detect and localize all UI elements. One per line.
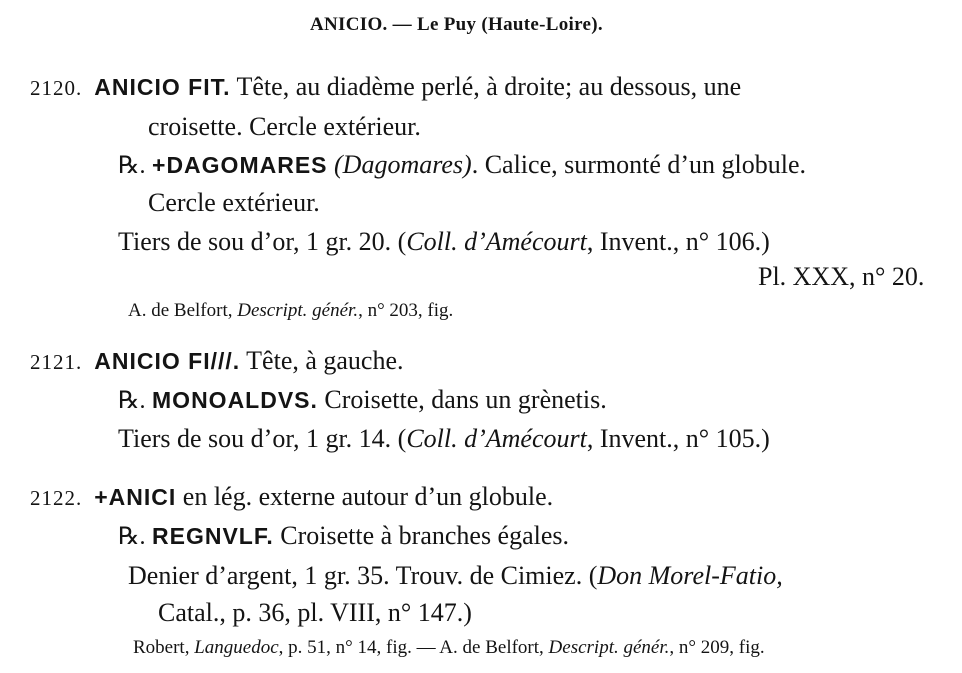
collection-name: Coll. d’Amécourt [406,227,587,256]
reverse-text: . Calice, surmonté d’un globule. [471,150,807,179]
entry-2121-detail [118,424,770,454]
entry-2122-reference [133,633,765,663]
collection-name: Coll. d’Amécourt [406,424,587,453]
detail-text: Tiers de sou d’or, 1 gr. 20. ( [118,227,407,256]
ref-middle: , p. 51, n° 14, fig. — A. de Belfort, [278,637,549,658]
ref-author: A. de Belfort, [128,300,238,321]
ref-end: , n° 203, fig. [358,300,454,321]
entry-text: en lég. externe autour d’un globule. [176,482,554,511]
ref-title-2: Descript. génér. [548,637,670,658]
plate-ref: Pl. XXX, n° 20. [758,262,925,291]
entry-2120-reference [128,296,453,326]
ref-author: Robert, [133,637,195,658]
detail-text: Denier d’argent, 1 gr. 35. Trouv. de Cimiez. ( [128,561,598,590]
entry-number: 2120. [30,76,83,100]
ref-title: Languedoc [194,637,279,658]
entry-2122-detail [128,561,783,591]
reverse-name: (Dagomares) [334,150,472,179]
entry-2122-catalog: Catal., p. 36, pl. VIII, n° 147.) [158,598,472,627]
entry-text: Tête, au diadème perlé, à droite; au dessous, une [230,72,742,101]
reverse-text: Croisette à branches égales. [273,521,570,550]
detail-text-end: , Invent., n° 106.) [586,227,770,256]
coin-legend: ANICIO FIT. [94,74,231,100]
detail-text-end: , Invent., n° 105.) [586,424,770,453]
entry-2121-line1 [30,346,404,377]
coin-legend: +ANICI [94,484,177,510]
entry-2120-reverse [118,150,806,181]
entry-number: 2121. [30,350,83,374]
detail-text: Tiers de sou d’or, 1 gr. 14. ( [118,424,407,453]
entry-2121-reverse [118,385,607,416]
entry-2120-detail [118,227,770,257]
coin-legend: ANICIO FI///. [94,348,241,374]
entry-number: 2122. [30,486,83,510]
reverse-legend: +DAGOMARES [152,152,328,178]
reverse-legend: REGNVLF. [152,523,274,549]
entry-2120-line1 [30,72,741,103]
entry-2120-line2: croisette. Cercle extérieur. [148,112,421,141]
reverse-sigil: ℞. [118,153,146,179]
page-header: ANICIO. — Le Puy (Haute-Loire). [310,14,603,35]
reverse-sigil: ℞. [118,524,146,550]
ref-end: , n° 209, fig. [669,637,765,658]
reverse-text: Croisette, dans un grènetis. [317,385,607,414]
entry-2122-reverse [118,521,569,552]
ref-title: Descript. génér. [237,300,359,321]
reverse-sigil: ℞. [118,388,146,414]
entry-2120-line4: Cercle extérieur. [148,188,320,217]
entry-2122-line1 [30,482,553,513]
reverse-legend: MONOALDVS. [152,387,318,413]
donation-name: Don Morel-Fatio, [597,561,783,590]
entry-text: Tête, à gauche. [240,346,404,375]
